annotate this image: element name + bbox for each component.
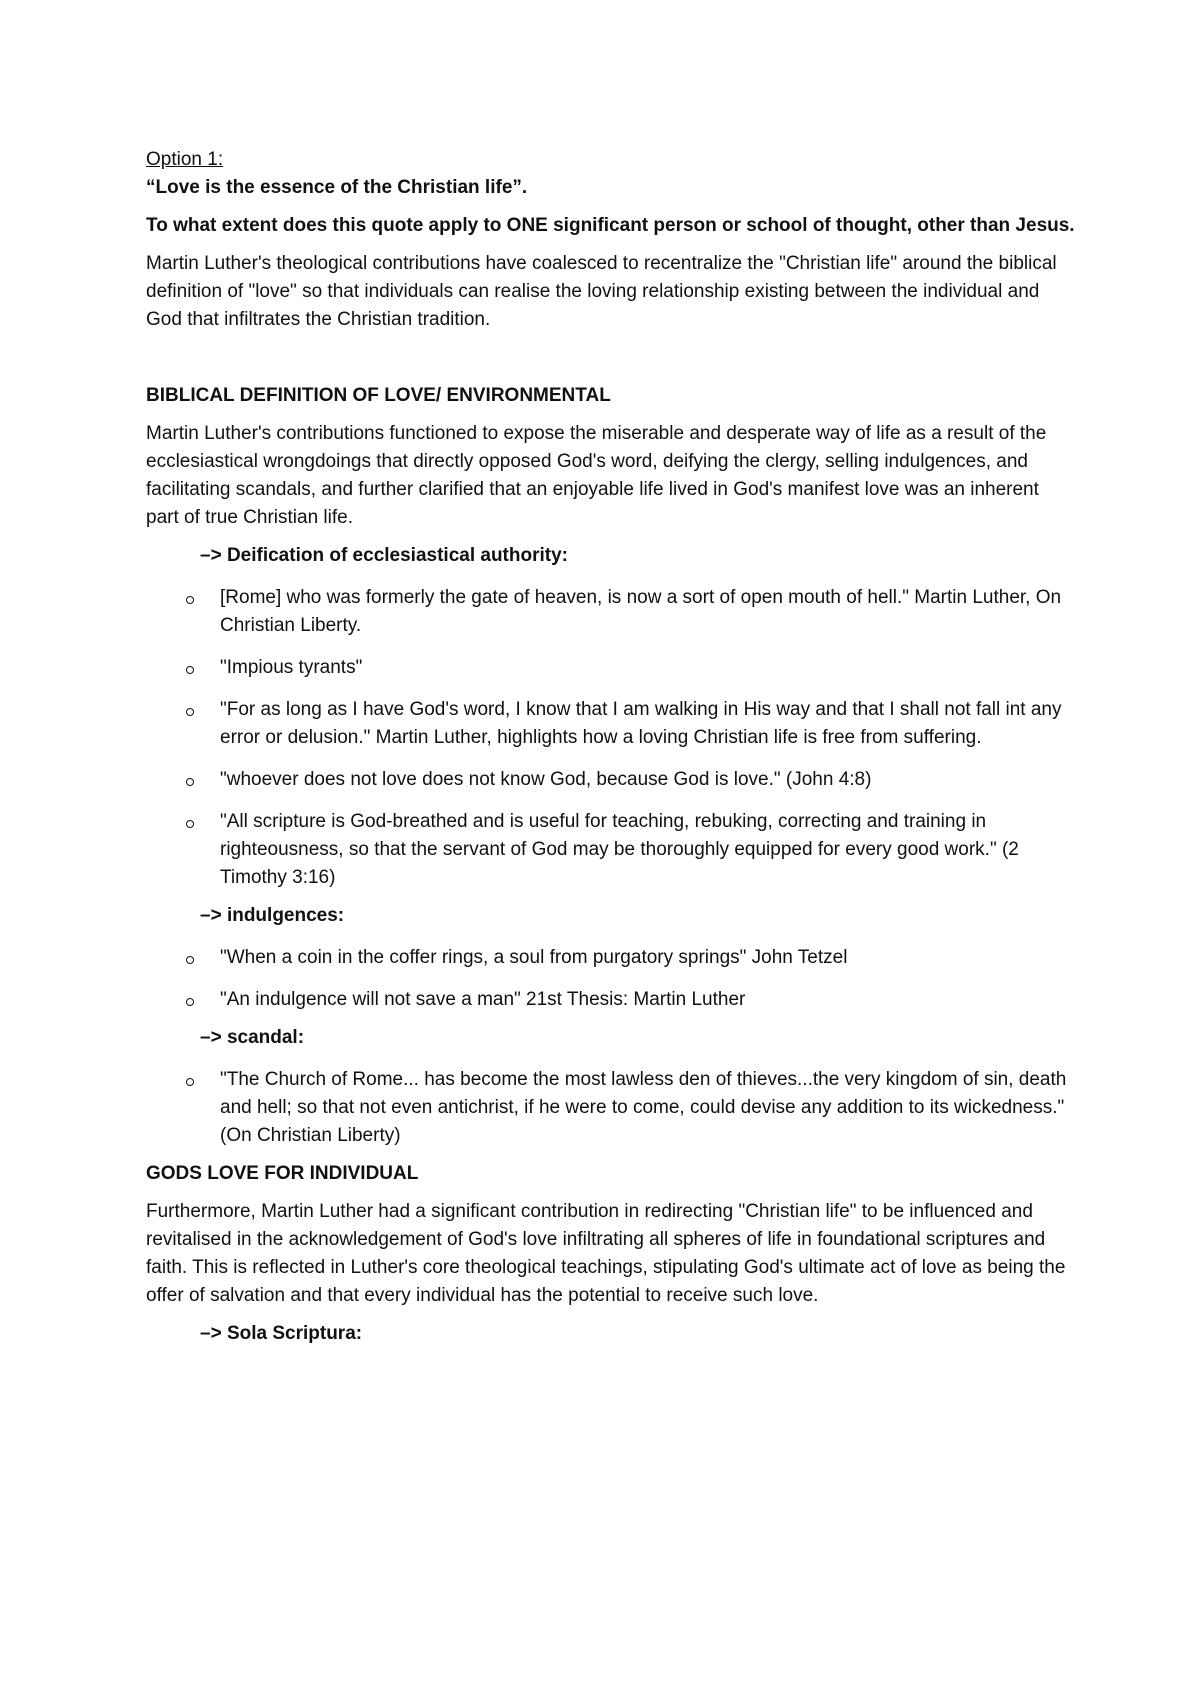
sub-heading-indulgences: –> indulgences: — [200, 905, 345, 926]
circle-bullet-icon — [186, 820, 194, 828]
bullet-list-scandal — [146, 1066, 1076, 1150]
sub-heading-sola-scriptura: –> Sola Scriptura: — [200, 1323, 363, 1344]
circle-bullet-icon — [186, 1078, 194, 1086]
section1-paragraph: Martin Luther's contributions functioned to expose the miserable and desperate way of life as a result of the ecclesiastical wrongdoings that directly opposed God's word, deifying the clergy, selling indulgences, and facilitating scandals, and further clarified that an enjoyable life lived in God's manifest love was an inherent part of true Christian life. — [146, 423, 1047, 528]
section2-paragraph: Furthermore, Martin Luther had a significant contribution in redirecting "Christian life" to be influenced and revitalised in the acknowledgement of God's love infiltrating all spheres of life in foundational scriptures and faith. This is reflected in Luther's core theological teachings, stipulating God's ultimate act of love as being the offer of salvation and that every individual has the potential to receive such love. — [146, 1201, 1066, 1306]
list-item: "When a coin in the coffer rings, a soul from purgatory springs" John Tetzel — [146, 944, 1076, 972]
section2-heading: GODS LOVE FOR INDIVIDUAL — [146, 1163, 419, 1184]
essay-quote: “Love is the essence of the Christian life”. — [146, 177, 528, 198]
sub-heading-deification: –> Deification of ecclesiastical authority: — [200, 545, 568, 566]
list-item: [Rome] who was formerly the gate of heaven, is now a sort of open mouth of hell." Martin Luther, On Christian Liberty. — [146, 584, 1076, 640]
list-item: "For as long as I have God's word, I know that I am walking in His way and that I shall not fall int any error or delusion." Martin Luther, highlights how a loving Christian life is free from suffering. — [146, 696, 1076, 752]
circle-bullet-icon — [186, 596, 194, 604]
list-item: "All scripture is God-breathed and is useful for teaching, rebuking, correcting and training in righteousness, so that the servant of God may be thoroughly equipped for every good work." (2 Timothy 3:16) — [146, 808, 1076, 892]
bullet-list-indulgences — [146, 944, 1076, 1014]
circle-bullet-icon — [186, 708, 194, 716]
circle-bullet-icon — [186, 956, 194, 964]
list-item: "The Church of Rome... has become the most lawless den of thieves...the very kingdom of sin, death and hell; so that not even antichrist, if he were to come, could devise any addition to its wickedness." (On Christian Liberty) — [146, 1066, 1076, 1150]
list-item: "An indulgence will not save a man" 21st Thesis: Martin Luther — [146, 986, 1076, 1014]
document-content — [146, 146, 1076, 1348]
list-item: "whoever does not love does not know God, because God is love." (John 4:8) — [146, 766, 1076, 794]
section1-heading: BIBLICAL DEFINITION OF LOVE/ ENVIRONMENTAL — [146, 385, 611, 406]
thesis-paragraph: Martin Luther's theological contributions have coalesced to recentralize the "Christian life" around the biblical definition of "love" so that individuals can realise the loving relationship existing between the individual and God that infiltrates the Christian tradition. — [146, 253, 1057, 330]
circle-bullet-icon — [186, 666, 194, 674]
circle-bullet-icon — [186, 778, 194, 786]
list-item: "Impious tyrants" — [146, 654, 1076, 682]
option-label: Option 1: — [146, 149, 224, 170]
bullet-list-deification — [146, 584, 1076, 892]
essay-question: To what extent does this quote apply to ONE significant person or school of thought, other than Jesus. — [146, 215, 1075, 236]
circle-bullet-icon — [186, 998, 194, 1006]
sub-heading-scandal: –> scandal: — [200, 1027, 305, 1048]
